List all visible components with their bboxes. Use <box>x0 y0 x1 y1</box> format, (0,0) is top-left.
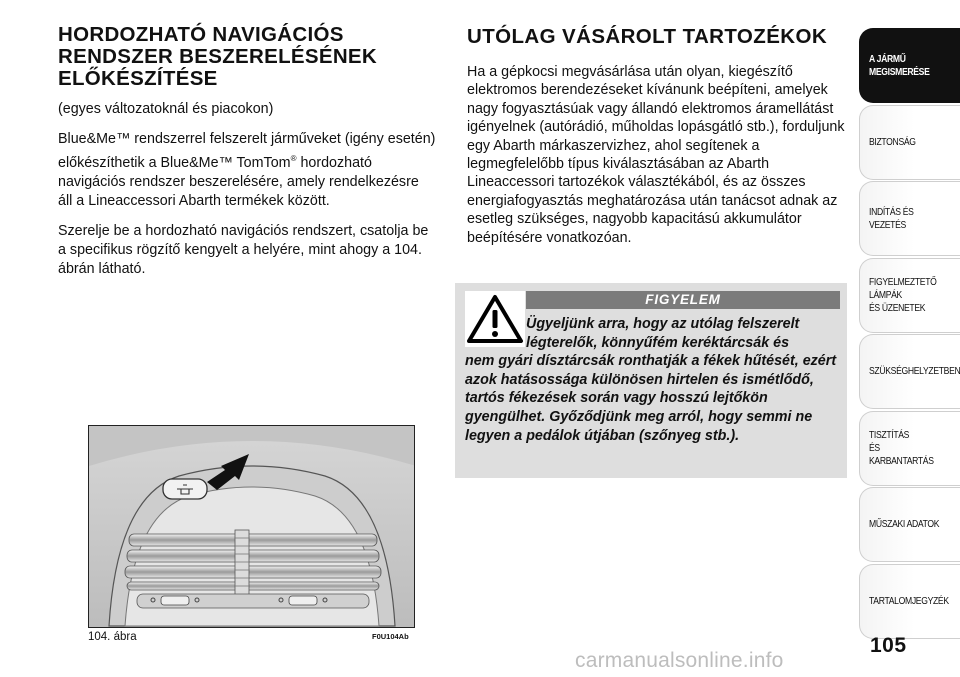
warning-box <box>455 283 847 478</box>
watermark: carmanualsonline.info <box>575 649 784 672</box>
chapter-tab-3[interactable] <box>859 258 960 333</box>
chapter-tab-label: TISZTÍTÁS ÉS KARBANTARTÁS <box>869 428 934 467</box>
right-section <box>467 26 845 247</box>
page-number: 105 <box>870 634 907 657</box>
chapter-tab-label: SZÜKSÉGHELYZETBEN <box>869 365 960 377</box>
warning-text-rest: nem gyári dísztárcsák ronthatják a fékek hűtését, ezért azok hatásossága különösen hirtelen és ismétlődő, tartós fékezések során vagy hosszú lejtőkön gyengülhet. Győződjünk meg arról, hogy semmi ne legyen a pedálok útjában (szőnyeg stb.). <box>465 353 837 444</box>
section-title-navigation: HORDOZHATÓ NAVIGÁCIÓS RENDSZER BESZERELÉSÉNEK ELŐKÉSZÍTÉSE <box>58 23 378 90</box>
left-section <box>58 24 436 279</box>
figure-code: F0U104Ab <box>372 632 409 641</box>
paragraph-2: Szerelje be a hordozható navigációs rendszert, csatolja be a specifikus rögzítő kengyelt a helyére, mint ahogy a 104. ábrán látható. <box>58 222 429 277</box>
chapter-tab-2[interactable] <box>859 181 960 256</box>
section-title-accessories: UTÓLAG VÁSÁROLT TARTOZÉKOK <box>467 25 828 48</box>
chapter-tab-0[interactable] <box>859 28 960 103</box>
registered-mark: ® <box>290 154 297 163</box>
chapter-tab-5[interactable] <box>859 411 960 486</box>
warning-text-first: Ügyeljünk arra, hogy az utólag felszerelt légterelők, könnyűfém keréktárcsák és <box>526 316 800 351</box>
paragraph-1-text-b: hordozható navigációs rendszer beszerelésére, amely rendelkezésre áll a Lineaccessori Abarth termékek között. <box>58 154 419 209</box>
air-vent-illustration <box>89 426 415 628</box>
chapter-tab-6[interactable] <box>859 487 960 562</box>
paragraph-1 <box>58 130 436 211</box>
chapter-tabs <box>859 28 960 640</box>
figure-104-air-vent <box>88 425 415 628</box>
chapter-tab-label: MŰSZAKI ADATOK <box>869 518 940 530</box>
chapter-tab-label: INDÍTÁS ÉS VEZETÉS <box>869 205 914 231</box>
chapter-tab-label: BIZTONSÁG <box>869 135 916 148</box>
figure-caption: 104. ábra <box>88 631 137 643</box>
chapter-tab-1[interactable] <box>859 105 960 180</box>
accessories-paragraph: Ha a gépkocsi megvásárlása után olyan, kiegészítő elektromos berendezéseket kívánunk beépíteni, amelyek nagy fogyasztásúak vagy állandó elektromos áramellátást igényelnek (autórádió, műholdas lopásgátló stb.), forduljunk egy Abarth márkaszervizhez, ahol segítenek a legmegfelelőbb típus kiválasztásában az Abarth Lineaccessori tartozékok választékából, és az összes energiafogyasztás meghatározása után tanácsot adnak az esetleg szükséges, nagyobb kapacitású akkumulátor beépítésére vonatkozóan. <box>467 64 845 246</box>
section-subtitle: (egyes változatoknál és piacokon) <box>58 101 274 117</box>
chapter-tab-label: TARTALOMJEGYZÉK <box>869 594 949 607</box>
chapter-tab-7[interactable] <box>859 564 960 639</box>
chapter-tab-4[interactable] <box>859 334 960 409</box>
warning-text <box>465 315 843 445</box>
chapter-tab-label: A JÁRMŰ MEGISMERÉSE <box>869 52 930 78</box>
chapter-tab-label: FIGYELMEZTETŐ LÁMPÁK ÉS ÜZENETEK <box>869 275 937 314</box>
paragraph-1-text-a: Blue&Me™ rendszerrel felszerelt járműveket (igény esetén) előkészíthetik a Blue&Me™ TomTom <box>58 131 436 171</box>
warning-label: FIGYELEM <box>526 291 840 309</box>
